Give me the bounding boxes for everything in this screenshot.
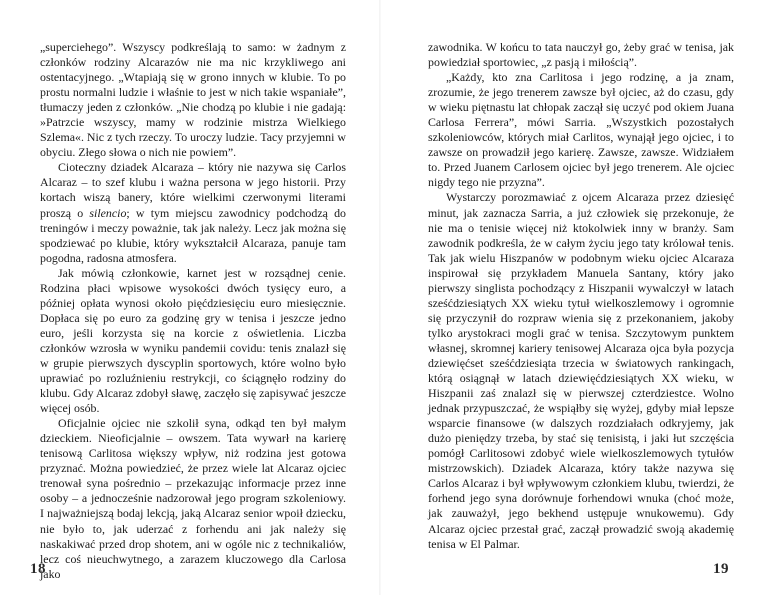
page-number-right: 19 [713,561,729,577]
left-paragraph-2 [40,160,346,265]
right-paragraph-2: „Każdy, kto zna Carlitosa i jego rodzinę, a ja znam, zrozumie, że jego trenerem zawsze był ojciec, aż do czasu, gdy w wieku piętnastu lat chłopak zaczął się uczyć pod okiem Juana Carlosa Ferrera”, mówi Sarria. „Wszystkich pozostałych szkoleniowców, których miał Carlitos, wynajął jego ojciec, i to zawsze on prowadził jego karierę. Zawsze, zawsze. Widziałem to. Przed Juanem Carlosem ojciec był jego trenerem. Ale ojciec nigdy tego nie przyzna”. [428,70,734,190]
right-page [428,40,734,552]
left-paragraph-1: „superciehego”. Wszyscy podkreślają to samo: w żadnym z członków rodziny Alcarazów nie ma nic krzykliwego ani ostentacyjnego. „Wtapiają się w grono innych w klubie. To po prostu normalni ludzie i właśnie to jest w nich takie wspaniałe”, tłumaczy jeden z członków. „Nie chodzą po klubie i nie gadają: »Patrzcie wszyscy, mamy w rodzinie mistrza Wielkiego Szlema«. Nic z tych rzeczy. To uroczy ludzie. Tacy przyjemni w obyciu. Złego słowa o nich nie powiem”. [40,40,346,160]
page-number-left: 18 [30,561,46,577]
page-gutter [379,0,381,595]
silencio-word: silencio [89,205,127,220]
right-paragraph-1: zawodnika. W końcu to tata nauczył go, żeby grać w tenisa, jak powiedział sportowiec, „z pasją i miłością”. [428,40,734,70]
left-page [40,40,346,582]
left-paragraph-2-head: Ciotecznу dziadek Alcaraza – który nie nazywa się Carlos Alcaraz – to szef klubu i ważna persona w jego historii. Przy kortach wiszą banery, które wielkimi czerwonymi literami proszą o [40,160,346,220]
left-paragraph-4: Oficjalnie ojciec nie szkolił syna, odkąd ten był małym dzieckiem. Nieoficjalnie – owszem. Tata wywarł na karierę tenisową Carlitosa większy wpływ, niż rodzina jest gotowa przyznać. Można powiedzieć, że przez wiele lat Alcaraz ojciec trenował syna pośrednio – przekazując informacje przez inne osoby – a jednocześnie nadzorował jego program szkoleniowy. I najważniejszą bodaj lekcją, jaką Alcaraz senior wpoił dziecku, nie było to, jak uderzać z forhendu ani jak należy się naskakiwać przed drop shotem, ani w ogóle nic z technikaliów, lecz coś nieuchwytnego, a zarazem kluczowego dla Carlosa jako [40,416,346,581]
left-paragraph-2-tail: ; w tym miejscu zawodnicy podchodzą do treningów i meczy poważnie, tak jak należy. Lecz jak można się spodziewać po klubie, który wykształcił Alcaraza, panuje tam pogodna, radosna atmosfera. [40,205,346,265]
left-paragraph-3: Jak mówią członkowie, karnet jest w rozsądnej cenie. Rodzina płaci wpisowe wysokości dwóch tysięcy euro, a później opłata wynosi około pięćdziesięciu euro miesięcznie. Dopłaca się po euro za godzinę gry w tenisa i jeszcze jedno euro, jeśli korzysta się na korcie z oświetlenia. Liczba członków wzrosła w wyniku pandemii covidu: tenis znalazł się w grupie pierwszych dyscyplin sportowych, które wolno było uprawiać po rozluźnieniu restrykcji, co ściągnęło rodziny do klubu. Gdy Alcaraz zdobył sławę, zaczęło się zapisywać jeszcze więcej osób. [40,265,346,416]
right-paragraph-3: Wystarczy porozmawiać z ojcem Alcaraza przez dziesięć minut, jak zaznacza Sarria, a już człowiek się przekonuje, że nie ma o tenisie więcej niż ktokolwiek inny w branży. Sam zawodnik podkreśla, że w całym życiu jego taty królował tenis. Tak jak wielu Hiszpanów w podobnym wieku ojciec Alcaraza inspirował się przykładem Manuela Santany, który jako pierwszy singlista pochodzący z Hiszpanii wywalczył w latach sześćdziesiątych XX wieku tytuł wielkoszlemowy i ogromnie się przyczynił do rozpraw wienia się z przekonaniem, jakoby tylko arystokraci mogli grać w tenisa. Szczytowym punktem własnej, skromnej kariery tenisowej Alcaraza ojca była pozycja dziewięćset sześćdziesiąta trzecia w światowych rankingach, którą osiągnął w latach dziewięćdziesiątych XX wieku, w Hiszpanii zaś znalazł się w pierwszej czterdziestce. Wolno jednak przypuszczać, że wspiąłby się wyżej, gdyby miał lepsze wsparcie finansowe (w dalszych rozdziałach odkryjemy, jak dużo pieniędzy trzeba, by stać się tenisistą, i jaki łut szczęścia pomógł Carlitosowi zdobyć wiele wielkoszlemowych tytułów mistrzowskich). Dziadek Alcaraza, który także nazywa się Carlos Alcaraz i był wpływowym członkiem klubu, twierdzi, że forhend jego syna dorównuje forhendowi wnuka (choć może, jak zauważył, jego bekhend ustępuje wnukowemu). Gdy Alcaraz ojciec przestał grać, zaczął prowadzić swoją akademię tenisa w El Palmar. [428,190,734,551]
